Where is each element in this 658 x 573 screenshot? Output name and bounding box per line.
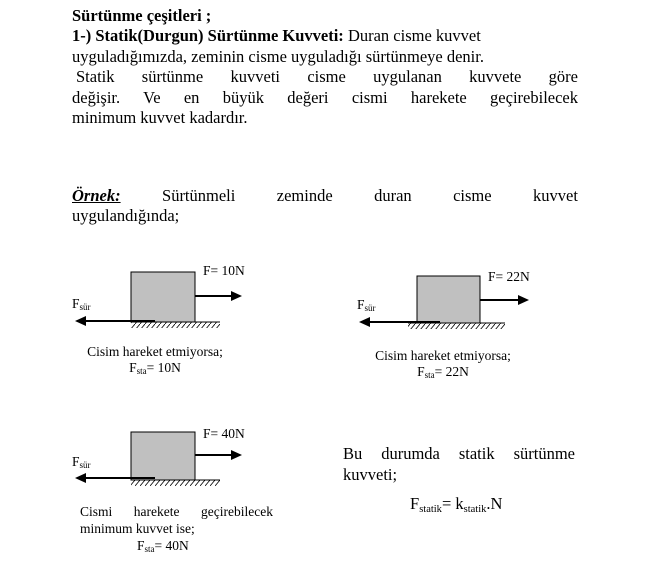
ground-hatch-2 <box>408 323 505 329</box>
friction-subscript: sür <box>364 303 376 313</box>
example-line2: uygulandığında; <box>72 206 180 225</box>
friction-subscript: sür <box>79 302 91 312</box>
formula-subscript: statik <box>463 504 487 515</box>
caption-3-line2: minimum kuvvet ise; <box>80 521 195 536</box>
example-word: duran <box>374 186 412 205</box>
friction-symbol: F <box>357 297 365 312</box>
caption-2-line1: Cisim hareket etmiyorsa; <box>375 348 511 363</box>
example-word: cisme <box>453 186 492 205</box>
ground-hatch-1 <box>131 322 220 328</box>
friction-arrowhead-2 <box>359 317 370 327</box>
formula-equals: = k <box>441 494 464 513</box>
example-label: Örnek: <box>72 186 121 205</box>
caption-2 <box>363 348 523 380</box>
applied-force-arrowhead-1 <box>231 291 242 301</box>
caption-1-line2 <box>78 360 232 376</box>
example-word: Sürtünmeli <box>162 186 236 205</box>
caption-2-line2 <box>363 364 523 380</box>
formula-subscript: statik <box>419 504 442 515</box>
diagram-1 <box>75 272 242 328</box>
caption-symbol: F <box>417 364 425 379</box>
caption-word: harekete <box>133 504 180 519</box>
applied-force-label-1: F= 10N <box>203 263 245 278</box>
caption-3 <box>80 503 273 558</box>
definition-line4: değişir. Ve en büyük değeri cismi harekete geçirebilecek <box>72 87 578 107</box>
ground-hatch-3 <box>131 480 220 486</box>
friction-arrowhead-3 <box>75 473 86 483</box>
caption-value: = 22N <box>434 364 469 379</box>
definition-line3: Statik sürtünme kuvveti cisme uygulanan kuvvete göre <box>76 67 578 86</box>
friction-label-1 <box>72 296 91 312</box>
section-heading: Sürtünme çeşitleri ; <box>72 6 212 25</box>
example-word: zeminde <box>276 186 333 205</box>
caption-symbol: F <box>137 538 145 553</box>
caption-word: geçirebilecek <box>201 504 273 519</box>
applied-force-label-2: F= 22N <box>488 269 530 284</box>
example-word: kuvvet <box>533 186 578 205</box>
block-1 <box>131 272 195 322</box>
caption-value: = 10N <box>146 360 181 375</box>
formula-symbol: F <box>410 494 420 513</box>
caption-3-line1 <box>80 503 273 520</box>
definition-line2: uyguladığımızda, zeminin cisme uyguladığı sürtünmeye denir. <box>72 46 484 66</box>
caption-value: = 40N <box>154 538 189 553</box>
caption-subscript: sta <box>144 544 155 554</box>
applied-force-label-3: F= 40N <box>203 426 245 441</box>
block-3 <box>131 432 195 480</box>
definition-title: 1-) Statik(Durgun) Sürtünme Kuvveti: <box>72 26 344 45</box>
caption-word: Cismi <box>80 504 113 519</box>
summary-text: Bu durumda statik sürtünme kuvveti; <box>343 444 575 484</box>
formula-end: .N <box>486 494 503 513</box>
caption-subscript: sta <box>424 370 435 380</box>
applied-force-arrowhead-3 <box>231 450 242 460</box>
static-friction-formula <box>410 494 502 515</box>
friction-subscript: sür <box>79 460 91 470</box>
friction-arrowhead-1 <box>75 316 86 326</box>
friction-symbol: F <box>72 454 80 469</box>
caption-symbol: F <box>129 360 137 375</box>
caption-subscript: sta <box>136 366 147 376</box>
caption-3-line3 <box>80 537 273 558</box>
block-2 <box>417 276 480 323</box>
caption-1 <box>78 344 232 376</box>
friction-label-3 <box>72 454 91 470</box>
caption-1-line1: Cisim hareket etmiyorsa; <box>87 344 223 359</box>
friction-symbol: F <box>72 296 80 311</box>
definition-line5: minimum kuvvet kadardır. <box>72 108 248 127</box>
friction-label-2 <box>357 297 376 313</box>
definition-line1: Duran cisme kuvvet <box>343 26 481 45</box>
applied-force-arrowhead-2 <box>518 295 529 305</box>
